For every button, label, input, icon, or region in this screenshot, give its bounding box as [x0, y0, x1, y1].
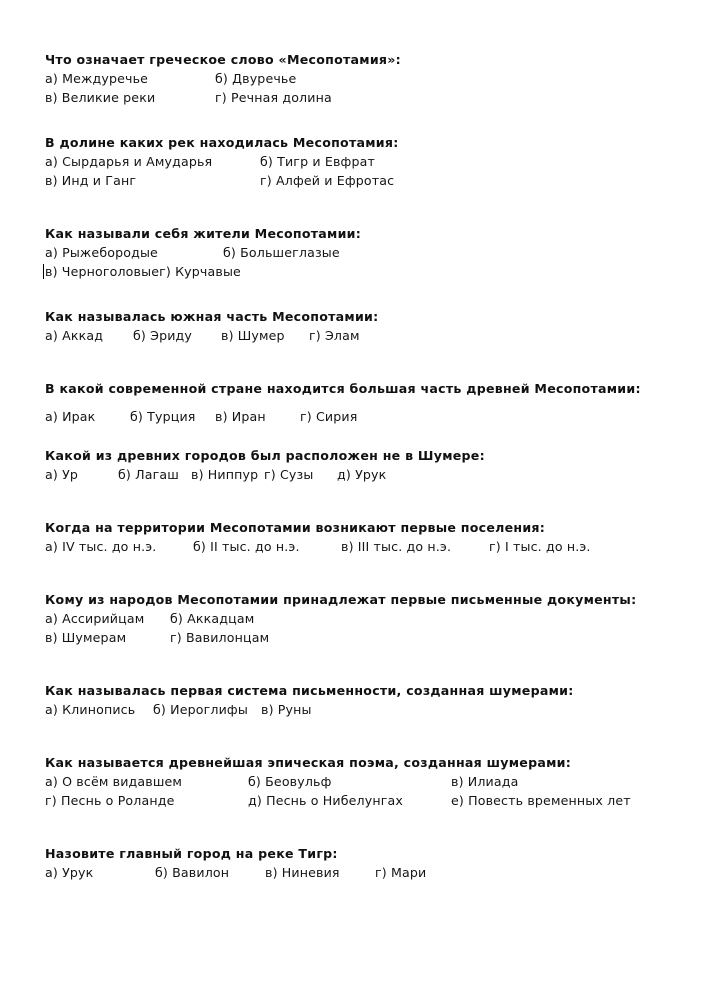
answer-option[interactable]: в) Инд и Ганг — [45, 173, 137, 188]
answer-option[interactable]: б) Лагаш — [118, 467, 179, 482]
answer-option[interactable]: в) Шумер — [221, 328, 285, 343]
answer-option[interactable]: г) Мари — [375, 865, 427, 880]
answer-option[interactable]: а) О всём видавшем — [45, 774, 183, 789]
answer-option[interactable]: г) Сирия — [300, 409, 358, 424]
answer-option[interactable]: а) Ассирийцам — [45, 611, 145, 626]
question-block — [45, 844, 684, 882]
answer-option[interactable]: г) I тыс. до н.э. — [489, 539, 591, 554]
answer-option[interactable]: в) Ниневия — [265, 865, 340, 880]
question-block — [45, 518, 684, 556]
answer-option[interactable]: в) Иран — [215, 409, 266, 424]
answer-row — [45, 700, 684, 719]
answer-option[interactable]: б) Беовульф — [248, 774, 332, 789]
answer-row — [45, 407, 684, 426]
answer-row — [45, 69, 684, 88]
answer-option[interactable]: е) Повесть временных лет — [451, 793, 631, 808]
question-text: Назовите главный город на реке Тигр: — [45, 846, 338, 861]
answer-option[interactable]: а) Ур — [45, 467, 79, 482]
answer-option[interactable]: г) Сузы — [264, 467, 314, 482]
answer-option[interactable]: в) Черноголовые — [45, 264, 160, 279]
answer-row — [45, 791, 684, 810]
answer-row — [45, 863, 684, 882]
answer-row — [45, 152, 684, 171]
answer-option[interactable]: г) Вавилонцам — [170, 630, 270, 645]
question-block — [45, 224, 684, 281]
answer-option[interactable]: в) Ниппур — [191, 467, 259, 482]
answer-row — [45, 537, 684, 556]
answer-option[interactable]: б) Аккадцам — [170, 611, 255, 626]
answer-option[interactable]: б) Эриду — [133, 328, 193, 343]
text-caret — [43, 264, 44, 279]
question-text: Как называли себя жители Месопотамии: — [45, 226, 362, 241]
answer-option[interactable]: в) Руны — [261, 702, 312, 717]
answer-option[interactable]: г) Курчавые — [159, 264, 241, 279]
answer-row — [45, 88, 684, 107]
question-text: В какой современной стране находится большая часть древней Месопотамии: — [45, 381, 641, 396]
question-text: В долине каких рек находилась Месопотамия: — [45, 135, 399, 150]
answer-option[interactable]: б) Тигр и Евфрат — [260, 154, 375, 169]
answer-row — [45, 772, 684, 791]
quiz-body — [45, 50, 684, 882]
question-text: Как называлась первая система письменности, созданная шумерами: — [45, 683, 574, 698]
question-text: Как называется древнейшая эпическая поэма, созданная шумерами: — [45, 755, 571, 770]
answer-option[interactable]: б) II тыс. до н.э. — [193, 539, 300, 554]
answer-row — [45, 326, 684, 345]
answer-option[interactable]: б) Двуречье — [215, 71, 297, 86]
answer-option[interactable]: а) IV тыс. до н.э. — [45, 539, 157, 554]
answer-option[interactable]: б) Иероглифы — [153, 702, 248, 717]
answer-option[interactable]: б) Турция — [130, 409, 196, 424]
answer-option[interactable]: а) Междуречье — [45, 71, 149, 86]
question-block — [45, 681, 684, 719]
question-text: Кому из народов Месопотамии принадлежат первые письменные документы: — [45, 592, 637, 607]
answer-option[interactable]: в) Шумерам — [45, 630, 127, 645]
question-text: Когда на территории Месопотамии возникают первые поселения: — [45, 520, 546, 535]
question-block — [45, 753, 684, 810]
answer-row — [45, 262, 684, 281]
answer-option[interactable]: в) III тыс. до н.э. — [341, 539, 452, 554]
question-text: Какой из древних городов был расположен не в Шумере: — [45, 448, 485, 463]
answer-row — [45, 171, 684, 190]
answer-option[interactable]: г) Речная долина — [215, 90, 332, 105]
answer-row — [45, 465, 684, 484]
question-text: Как называлась южная часть Месопотамии: — [45, 309, 379, 324]
answer-option[interactable]: б) Большеглазые — [223, 245, 340, 260]
question-block — [45, 379, 684, 426]
answer-option[interactable]: д) Урук — [337, 467, 387, 482]
question-block — [45, 133, 684, 190]
answer-option[interactable]: в) Илиада — [451, 774, 519, 789]
answer-option[interactable]: а) Рыжебородые — [45, 245, 158, 260]
answer-option[interactable]: д) Песнь о Нибелунгах — [248, 793, 403, 808]
answer-row — [45, 243, 684, 262]
answer-option[interactable]: г) Элам — [309, 328, 360, 343]
answer-option[interactable]: в) Великие реки — [45, 90, 156, 105]
answer-option[interactable]: а) Урук — [45, 865, 94, 880]
question-block — [45, 590, 684, 647]
answer-option[interactable]: а) Сырдарья и Амударья — [45, 154, 213, 169]
question-block — [45, 446, 684, 484]
answer-option[interactable]: а) Ирак — [45, 409, 96, 424]
question-block — [45, 307, 684, 345]
answer-option[interactable]: г) Песнь о Роланде — [45, 793, 175, 808]
question-block — [45, 50, 684, 107]
question-text: Что означает греческое слово «Месопотамия»: — [45, 52, 401, 67]
answer-option[interactable]: б) Вавилон — [155, 865, 230, 880]
answer-option[interactable]: а) Аккад — [45, 328, 104, 343]
answer-option[interactable]: а) Клинопись — [45, 702, 136, 717]
answer-row — [45, 609, 684, 628]
answer-row — [45, 628, 684, 647]
answer-option[interactable]: г) Алфей и Ефротас — [260, 173, 395, 188]
